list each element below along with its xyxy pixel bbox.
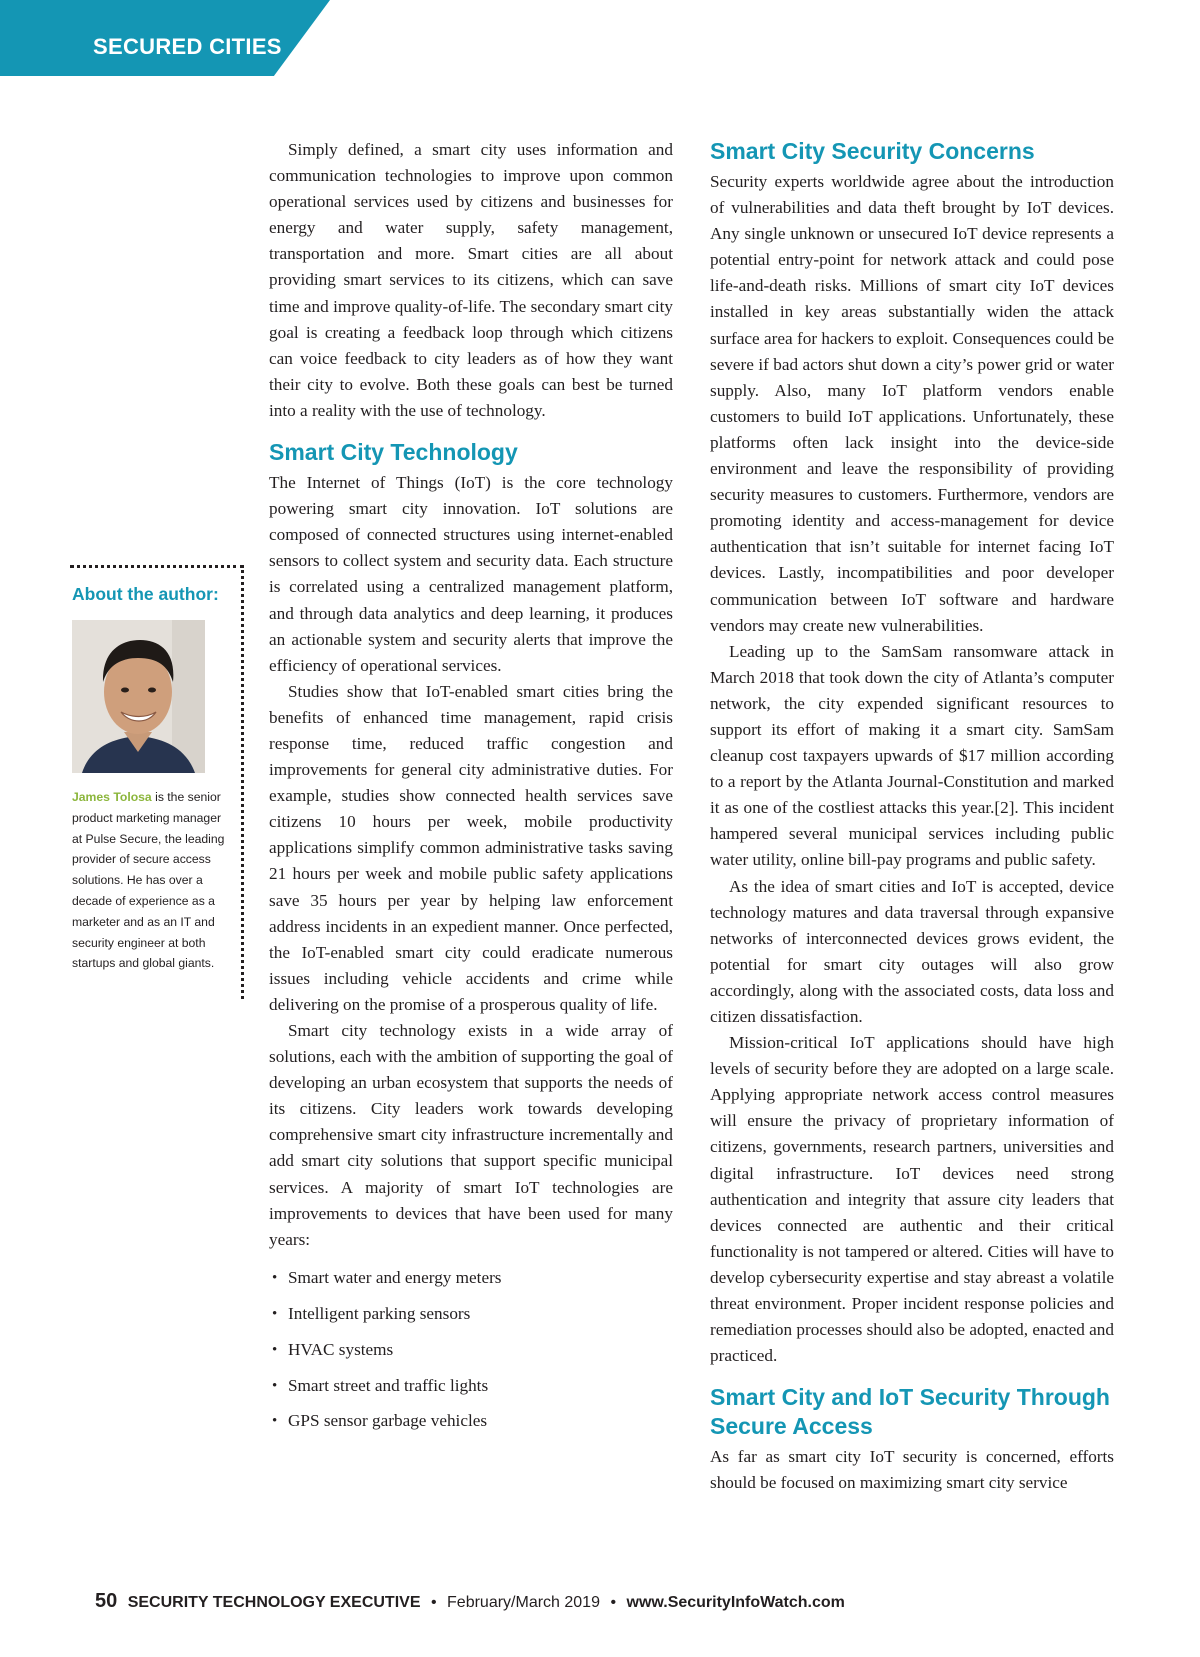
author-photo	[72, 620, 205, 773]
author-bio	[72, 787, 234, 974]
intro-paragraph: Simply defined, a smart city uses information and communication technologies to improve upon common operational services used by citizens and businesses for energy and water supply, safety management, transportation and more. Smart cities are all about providing smart services to its citizens, which can save time and improve quality-of-life. The secondary smart city goal is creating a feedback loop through which citizens can voice feedback to city leaders as of how they want their city to evolve. Both these goals can best be turned into a reality with the use of technology.	[269, 140, 673, 420]
article-column-2	[710, 137, 1114, 1497]
paragraph: Smart city technology exists in a wide array of solutions, each with the ambition of supporting the goal of developing an urban ecosystem that supports the needs of its citizens. City leaders work towards developing comprehensive smart city infrastructure incrementally and add smart city solutions that support specific municipal services. A majority of smart IoT technologies are improvements to devices that have been used for many years:	[269, 1021, 673, 1249]
page-number: 50	[95, 1590, 118, 1612]
bullet-icon: •	[272, 1269, 278, 1286]
bullet-list	[269, 1265, 673, 1435]
paragraph: As far as smart city IoT security is concerned, efforts should be focused on maximizing smart city service	[710, 1447, 1114, 1493]
paragraph: Security experts worldwide agree about the introduction of vulnerabilities and data theft brought by IoT devices. Any single unknown or unsecured IoT device represents a potential entry-point for network attack and could pose life-and-death risks. Millions of smart city IoT devices installed in key areas substantially widen the attack surface area for hackers to exploit. Consequences could be severe if bad actors shut down a city’s power grid or water supply. Also, many IoT platform vendors enable customers to build IoT applications. Unfortunately, these platforms often lack insight into the device-side environment and leave the responsibility of providing security measures to customers. Furthermore, vendors are promoting identity and access-management for device authentication that isn’t suitable for internet facing IoT devices. Lastly, incompatibilities and poor developer communication between IoT software and hardware vendors may create new vulnerabilities.	[710, 172, 1114, 635]
issue-date: February/March 2019	[447, 1594, 600, 1611]
about-author-label: About the author:	[72, 584, 219, 604]
footer-separator: •	[610, 1594, 617, 1611]
list-item	[269, 1373, 673, 1399]
list-item	[269, 1408, 673, 1434]
list-item	[269, 1265, 673, 1291]
magazine-title: SECURITY TECHNOLOGY EXECUTIVE	[127, 1594, 421, 1611]
list-item	[269, 1337, 673, 1363]
heading-secure-access: Smart City and IoT Security Through Secure Access	[710, 1384, 1110, 1440]
website-link[interactable]: www.SecurityInfoWatch.com	[626, 1594, 845, 1611]
sidebar-dotted-border-top	[70, 565, 244, 568]
bullet-icon: •	[272, 1377, 278, 1394]
author-bio-text: is the senior product marketing manager at Pulse Secure, the leading provider of secure access solutions. He has over a decade of experience as a marketer and as an IT and security engineer at both startups and global giants.	[72, 790, 225, 971]
list-item-text: Smart water and energy meters	[288, 1267, 502, 1287]
paragraph: As the idea of smart cities and IoT is accepted, device technology matures and data traversal through expansive networks of interconnected devices grows evident, the potential for smart city outages will also grow accordingly, along with the associated costs, data loss and citizen dissatisfaction.	[710, 876, 1114, 1026]
bullet-icon: •	[272, 1341, 278, 1358]
paragraph: Studies show that IoT-enabled smart cities bring the benefits of enhanced time management, rapid crisis response time, reduced traffic congestion and improvements for general city administrative duties. For example, studies show connected health services save citizens 10 hours per week, mobile productivity applications simplify common administrative tasks saving 21 hours per week and mobile public safety applications save 35 hours per year by helping law enforcement address incidents in an expedient manner. Once perfected, the IoT-enabled smart city could eradicate numerous issues including vehicle accidents and crime while delivering on the promise of a prosperous quality of life.	[269, 681, 673, 1014]
bullet-icon: •	[272, 1413, 278, 1430]
list-item	[269, 1301, 673, 1327]
list-item-text: GPS sensor garbage vehicles	[288, 1411, 488, 1431]
author-name: James Tolosa	[72, 790, 152, 804]
article-column-1	[269, 137, 673, 1444]
page-footer	[95, 1590, 845, 1613]
section-label: SECURED CITIES	[93, 34, 282, 59]
bullet-icon: •	[272, 1305, 278, 1322]
list-item-text: HVAC systems	[288, 1339, 394, 1359]
heading-smart-city-technology: Smart City Technology	[269, 439, 518, 466]
heading-security-concerns: Smart City Security Concerns	[710, 138, 1035, 164]
paragraph: Leading up to the SamSam ransomware attack in March 2018 that took down the city of Atlanta’s computer network, the city expended significant resources to support its effort of making it a smart city. SamSam cleanup cost taxpayers upwards of $17 million according to a report by the Atlanta Journal-Constitution and marked it as one of the costliest attacks this year.[2]. This incident hampered several municipal services including public water utility, online bill-pay programs and public safety.	[710, 641, 1114, 870]
paragraph: The Internet of Things (IoT) is the core technology powering smart city innovation. IoT solutions are composed of connected structures using internet-enabled sensors to collect system and security data. Each structure is correlated using a centralized management platform, and through data analytics and deep learning, it produces an actionable system and security alerts that improve the efficiency of operational services.	[269, 473, 673, 675]
paragraph: Mission-critical IoT applications should have high levels of security before they are adopted on a large scale. Applying appropriate network access control measures will ensure the privacy of proprietary information of citizens, governments, research partners, universities and digital infrastructure. IoT devices need strong authentication and integrity that assure city leaders that devices connected are authentic and their critical functionality is not tampered or altered. Cities will have to develop cybersecurity expertise and stay abreast a volatile threat environment. Proper incident response policies and remediation processes should also be adopted, enacted and practiced.	[710, 1033, 1114, 1366]
author-portrait-illustration	[72, 620, 205, 773]
list-item-text: Smart street and traffic lights	[288, 1375, 489, 1395]
footer-separator: •	[430, 1594, 437, 1611]
list-item-text: Intelligent parking sensors	[288, 1303, 471, 1323]
sidebar-dotted-border-right	[241, 565, 244, 999]
